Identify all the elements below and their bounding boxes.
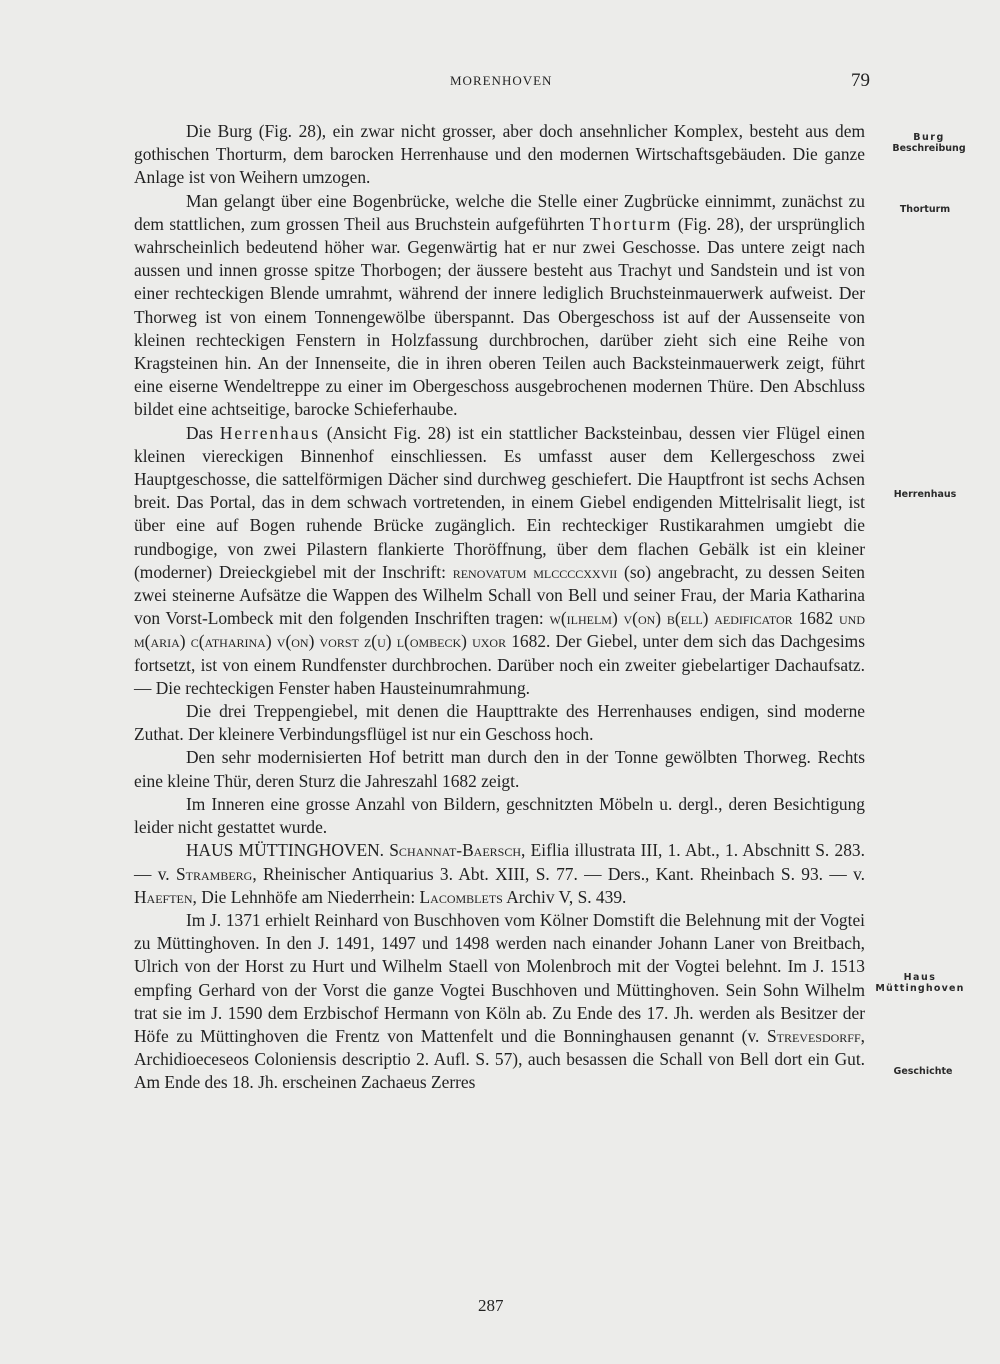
margin-note-burg — [890, 132, 968, 154]
margin-note-haus-line2: Müttinghoven — [875, 983, 965, 994]
term-herrenhaus: Herrenhaus — [219, 422, 320, 443]
p7-text-b: Rheinischer Antiquarius 3. Abt. XIII, S. 77. — Ders., Kant. Rheinbach S. 93. — v. — [263, 863, 865, 884]
p2-text-a: Man gelangt über eine Bogenbrücke, welche die Stelle einer Zugbrücke einnimmt, zunächst zu dem stattlichen, zum grossen Theil aus Bruchstein aufgeführten — [134, 190, 865, 234]
body-text — [134, 120, 865, 1095]
p2-text-b: (Fig. 28), der ursprünglich wahrscheinlich bedeutend höher war. Gegenwärtig hat er nur zwei Geschosse. Das untere zeigt nach aussen und innen grosse spitze Thorbogen; der äussere besteht aus Trachyt und Sandstein und ist von einer rechteckigen Blende umrahmt, während der innere lediglich Bruchsteinmauerwerk aufweist. Der Thorweg ist von einem Tonnengewölbe überspannt. Das Obergeschoss ist auf der Aussenseite von kleinen rechteckigen Fenstern in Holzfassung durchbrochen, darüber zieht sich eine Reihe von Kragsteinen hin. An der Innenseite, die in ihren oberen Teilen auch Backsteinmauerwerk zeigt, führt eine eiserne Wendeltreppe zu einer im Obergeschoss ausgebrochenen modernen Thüre. Den Abschluss bildet eine achtseitige, barocke Schieferhaube. — [134, 213, 865, 420]
paragraph-hof: Den sehr modernisierten Hof betritt man durch den in der Tonne gewölbten Thorweg. Rechts eine kleine Thür, deren Sturz die Jahreszahl 1682 zeigt. — [134, 747, 865, 791]
margin-note-geschichte: Geschichte — [893, 1066, 953, 1077]
author-lacomblets: Lacomblets — [419, 886, 503, 907]
margin-note-burg-line1: Burg — [913, 132, 945, 143]
author-strevesdorff: Strevesdorff, — [766, 1025, 865, 1046]
term-thorturm: Thorturm — [589, 213, 673, 234]
page-number-bottom: 287 — [478, 1296, 504, 1315]
author-haeften: Haeften, — [134, 886, 197, 907]
margin-note-thorturm: Thorturm — [899, 204, 951, 215]
inscription-wappen: w(ilhelm) v(on) b(ell) aedificator 1682 und m(aria) c(atharina) v(on) vorst z(u) l(ombeck) uxor 1682. — [134, 608, 865, 652]
p3-text-c: (so) angebracht, zu dessen Seiten zwei steinerne Aufsätze die Wappen des Wilhelm Schall von Bell und seiner Frau, der Maria Katharina von Vorst-Lombeck mit den folgenden Inschriften tragen: — [134, 561, 865, 629]
paragraph-haus-muettinghoven — [134, 839, 865, 909]
margin-note-herrenhaus: Herrenhaus — [893, 489, 957, 500]
author-schannat: Schannat-Baersch, — [389, 840, 526, 861]
paragraph-herrenhaus — [134, 422, 865, 700]
margin-note-haus-line1: Haus — [903, 972, 937, 983]
paragraph-treppengiebel: Die drei Treppengiebel, mit denen die Haupttrakte des Herrenhauses endigen, sind moderne Zuthat. Der kleinere Verbindungsflügel ist nur ein Geschoss hoch. — [134, 701, 865, 745]
p7-text-d: Archiv V, S. 439. — [506, 886, 627, 907]
p8-text-a: Im J. 1371 erhielt Reinhard von Buschhoven vom Kölner Domstift die Belehnung mit der Vogtei zu Müttinghoven. In den J. 1491, 1497 und 1498 werden nach einander Johann Laner von Breitbach, Ulrich von der Horst zu Hurt und Wilhelm Staell von Molenbroch mit der Vogtei belehnt. Im J. 1513 empfing Gerhard von der Vorst die ganze Vogtei Buschhoven und Müttinghoven. Sein Sohn Wilhelm trat sie im J. 1590 dem Erzbischof Hermann von Köln ab. Zu Ende des 17. Jh. werden als Besitzer der Höfe zu Müttinghoven die Frentz von Mattenfelt und die Bonninghausen genannt (v. — [134, 909, 865, 1046]
section-heading-haus-muettinghoven: HAUS MÜTTINGHOVEN. — [186, 840, 384, 861]
margin-note-burg-line2: Beschreibung — [892, 143, 966, 154]
p3-text-d: Der Giebel, unter dem sich das Dachgesims fortsetzt, ist von einem Rundfenster durchbrochen. Darüber noch ein zweiter giebelartiger Dachaufsatz. — Die rechteckigen Fenster haben Hausteinumrahmung. — [134, 631, 865, 698]
page-number-top: 79 — [851, 70, 870, 91]
inscription-renovatum: renovatum mlccccxxvii — [452, 561, 618, 582]
p7-text-a: Eiflia illustrata III, 1. Abt., 1. Abschnitt S. 283. — v. — [134, 840, 865, 884]
p3-text-a: Das — [186, 422, 214, 443]
p7-text-c: Die Lehnhöfe am Niederrhein: — [201, 886, 416, 907]
paragraph-burg: Die Burg (Fig. 28), ein zwar nicht grosser, aber doch ansehnlicher Komplex, besteht aus dem gothischen Thorturm, dem barocken Herrenhause und den modernen Wirtschaftsgebäuden. Die ganze Anlage ist von Weihern umzogen. — [134, 121, 865, 188]
paragraph-geschichte — [134, 909, 865, 1095]
author-stramberg: Stramberg, — [175, 863, 257, 884]
running-header-title: MORENHOVEN — [450, 73, 553, 88]
p3-text-b: (Ansicht Fig. 28) ist ein stattlicher Backsteinbau, dessen vier Flügel einen kleinen viereckigen Binnenhof einschliessen. Es umfasst auser dem Kellergeschoss zwei Hauptgeschosse, die sattelförmigen Dächer sind durchweg geschiefert. Die Hauptfront ist sechs Achsen breit. Das Portal, das in dem schwach vortretenden, in einem Giebel endigenden Mittelrisalit liegt, ist über eine auf Bogen ruhende Brücke zugänglich. Ein rechteckiger Rustikarahmen umgiebt die rundbogige, von zwei Pilastern flankierte Thoröffnung, über dem flachen Gebälk ist ein kleiner (moderner) Dreieckgiebel mit der Inschrift: — [134, 422, 865, 582]
paragraph-thorturm — [134, 190, 865, 422]
paragraph-inneres: Im Inneren eine grosse Anzahl von Bildern, geschnitzten Möbeln u. dergl., deren Besichtigung leider nicht gestattet wurde. — [134, 793, 865, 838]
margin-note-haus-muettinghoven — [860, 972, 980, 994]
p8-text-b: Archidioeceseos Coloniensis descriptio 2. Aufl. S. 57), auch besassen die Schall von Bell dort ein Gut. Am Ende des 18. Jh. erscheinen Zachaeus Zerres — [134, 1049, 865, 1093]
